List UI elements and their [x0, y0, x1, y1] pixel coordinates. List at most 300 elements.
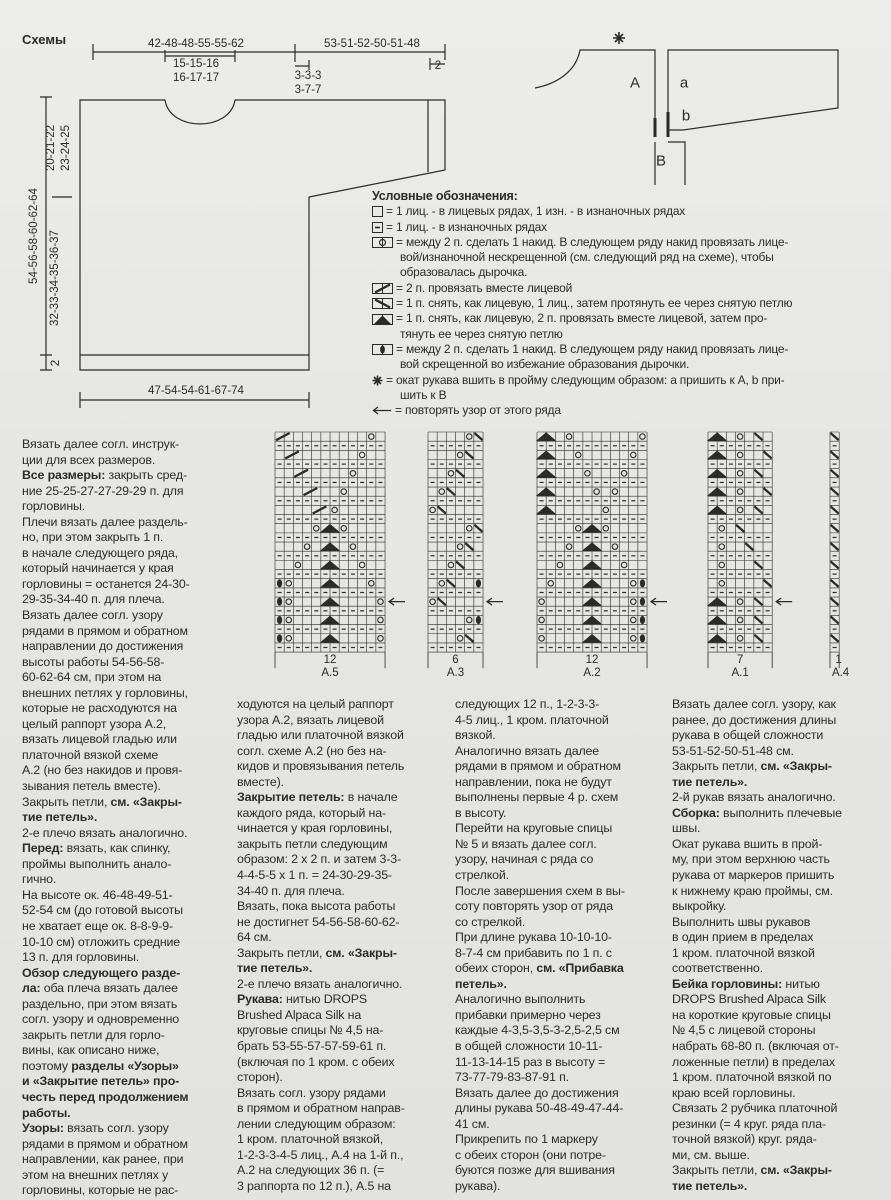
- chart-mark-yarn-over: [369, 581, 375, 587]
- chart-label: A.4: [831, 667, 850, 680]
- legend-text: = 1 п. снять, как лицевую, 2 п. провязать вместе лицевой, затем про-: [396, 311, 768, 326]
- legend-line: [372, 311, 792, 326]
- text-column-2: [237, 697, 405, 1195]
- chart-mark-yarn-over: [448, 562, 454, 568]
- bold-run: и «Закрытие петель» про-: [22, 1074, 180, 1089]
- text-run: нитью: [782, 976, 820, 991]
- chart-mark-yarn-over: [621, 562, 627, 568]
- chart-mark-ssk: [831, 616, 839, 623]
- text-line: но, при этом закрыть 1 п.: [22, 530, 164, 545]
- chart-mark-ssk: [831, 433, 839, 440]
- text-line: выполнены первые 4 р. схем: [455, 790, 619, 805]
- purl-dash-icon: [372, 222, 383, 233]
- chart-mark-yarn-over: [286, 599, 292, 605]
- chart-mark-yarn-over: [737, 452, 743, 458]
- chart-mark-ssk: [831, 470, 839, 477]
- chart-mark-ssk: [438, 598, 446, 605]
- legend-text: = повторять узор от этого ряда: [395, 403, 561, 418]
- text-run: Закрыть петли,: [237, 945, 326, 960]
- chart-mark-yarn-over: [603, 526, 609, 532]
- text-line: 2-е плечо вязать аналогично.: [22, 825, 188, 840]
- repeat-arrow-icon: [776, 598, 792, 605]
- text-line: [22, 841, 190, 857]
- chart-mark-yarn-over: [640, 434, 646, 440]
- chart-mark-twisted-yarn-over: [278, 580, 282, 587]
- text-line: согл. узору и одновременно: [22, 1012, 180, 1027]
- text-line: согл. схеме А.2 (но без на-: [237, 743, 387, 758]
- legend-text: = между 2 п. сделать 1 накид. В следующем ряду накид провязать лице-: [396, 234, 789, 249]
- text-run: выполнить плечевые: [719, 805, 842, 820]
- text-line: 60-62-64 см, при этом на: [22, 670, 162, 685]
- text-line: (включая по 1 кром. с обеих: [237, 1054, 395, 1069]
- star-icon: [613, 32, 625, 44]
- text-line: 34-40 п. для плеча.: [237, 883, 345, 898]
- chart-mark-yarn-over: [594, 489, 600, 495]
- chart-mark-twisted-yarn-over: [476, 617, 480, 624]
- armhole-label-2: 23-24-25: [60, 124, 72, 172]
- chart-mark-ssk: [456, 561, 464, 568]
- chart-mark-ssk: [447, 580, 455, 587]
- text-line: рукава в общей сложности: [672, 728, 824, 743]
- legend-line: [372, 388, 792, 403]
- chart-mark-ssk: [754, 635, 762, 642]
- text-line: Окат рукава вшить в прой-: [672, 836, 823, 851]
- text-line: в высоту.: [455, 805, 507, 820]
- neck-width-label-2: 16-17-17: [172, 72, 220, 84]
- chart-mark-sk2p: [583, 616, 600, 623]
- chart-mark-ssk: [831, 451, 839, 458]
- chart-mark-ssk: [754, 470, 762, 477]
- text-line: А.2 на следующих 36 п. (=: [237, 1163, 385, 1178]
- text-run: вязать согл. узору: [63, 1121, 169, 1136]
- text-line: каждого ряда, который на-: [237, 805, 386, 820]
- chart-mark-k2tog: [285, 451, 299, 458]
- chart-mark-ssk: [474, 433, 482, 440]
- armhole-bottom-label: B: [655, 152, 667, 170]
- text-line: не достигнет 54-56-58-60-62-: [237, 914, 400, 929]
- text-line: ходуются на целый раппорт: [237, 697, 394, 711]
- text-column-1: [22, 437, 190, 1199]
- legend-line: [372, 327, 792, 342]
- chart-mark-sk2p: [709, 598, 726, 605]
- chart-stitch-count: 7: [736, 654, 744, 667]
- text-line: 29-35-34-40 п. для плеча.: [22, 592, 165, 607]
- legend-line: [372, 296, 792, 311]
- chart-mark-sk2p: [321, 561, 338, 568]
- text-line: к нижнему краю проймы, см.: [672, 883, 833, 898]
- chart-mark-ssk: [831, 543, 839, 550]
- chart-mark-yarn-over: [378, 636, 384, 642]
- text-line: платочной вязкой схеме: [22, 747, 159, 762]
- chart-mark-yarn-over: [631, 599, 637, 605]
- chart-mark-yarn-over: [566, 544, 572, 550]
- text-line: Связать 2 рубчика платочной: [672, 1101, 838, 1116]
- chart-mark-ssk: [754, 506, 762, 513]
- chart-stitch-count: 12: [585, 654, 599, 667]
- text-line: вместе).: [237, 774, 284, 789]
- text-line: [672, 1179, 842, 1195]
- chart-mark-twisted-yarn-over: [640, 617, 644, 624]
- text-line: DROPS Brushed Alpaca Silk: [672, 992, 826, 1007]
- text-run: вязать, как спинку,: [63, 841, 171, 856]
- text-line: ми, см. выше.: [672, 1147, 750, 1162]
- text-line: вины, как описано ниже,: [22, 1043, 160, 1058]
- chart-mark-yarn-over: [576, 526, 582, 532]
- text-line: 41 см.: [455, 1116, 490, 1131]
- chart-mark-yarn-over: [566, 434, 572, 440]
- legend-line: [372, 235, 792, 250]
- chart-mark-ssk: [465, 543, 473, 550]
- chart-mark-yarn-over: [314, 526, 320, 532]
- chart-mark-sk2p: [583, 580, 600, 587]
- chart-mark-yarn-over: [378, 617, 384, 623]
- text-line: прибавки примерно через: [455, 1007, 601, 1022]
- text-run: нитью DROPS: [282, 992, 368, 1007]
- text-line: [22, 966, 190, 982]
- sleeve-length-label: 53-51-52-50-51-48: [324, 38, 420, 50]
- arrow-icon: [372, 405, 392, 416]
- chart-mark-yarn-over: [448, 471, 454, 477]
- text-line: [237, 992, 405, 1008]
- bold-run: Закрытие петель:: [237, 790, 345, 805]
- chart-mark-yarn-over: [467, 617, 473, 623]
- chart-mark-yarn-over: [631, 452, 637, 458]
- text-line: гично.: [22, 872, 57, 887]
- text-line: гладью или платочной вязкой: [237, 728, 404, 743]
- text-line: проймы выполнить анало-: [22, 856, 172, 871]
- text-line: в один прием в пределах: [672, 930, 814, 945]
- chart-mark-yarn-over: [286, 636, 292, 642]
- bold-run: ла:: [22, 981, 41, 996]
- chart-mark-yarn-over: [737, 489, 743, 495]
- yarn-over-icon: [372, 237, 393, 248]
- chart-mark-k2tog: [313, 506, 327, 513]
- legend-line: [372, 281, 792, 296]
- bold-run: петель».: [455, 976, 507, 991]
- text-line: рядами в прямом и обратном: [22, 623, 188, 638]
- text-line: [22, 1090, 190, 1106]
- chart-mark-yarn-over: [631, 581, 637, 587]
- legend-line: [372, 403, 792, 418]
- bold-run: Сборка:: [672, 805, 720, 820]
- bold-run: честь перед продолжением: [22, 1089, 189, 1104]
- text-line: направлении до достижения: [22, 639, 184, 654]
- legend-text: вой/изнаночной нескрещенной (см. следующий ряд на схеме), чтобы: [400, 250, 774, 265]
- chart-mark-sk2p: [583, 525, 600, 532]
- legend: [372, 189, 792, 418]
- text-line: круговые спицы № 4,5 на-: [237, 1023, 384, 1038]
- text-line: Вязать согл. узору рядами: [237, 1085, 386, 1100]
- chart-mark-yarn-over: [557, 562, 563, 568]
- text-line: При длине рукава 10-10-10-: [455, 930, 612, 945]
- text-line: зывания петель вместе).: [22, 779, 161, 794]
- chart-mark-yarn-over: [631, 636, 637, 642]
- chart-mark-yarn-over: [719, 581, 725, 587]
- text-line: ранее, до достижения длины: [672, 712, 837, 727]
- text-run: Закрыть петли,: [672, 759, 761, 774]
- chart-mark-yarn-over: [341, 489, 347, 495]
- text-line: рядами в прямом и обратном: [455, 759, 621, 774]
- armhole-point-label: A: [629, 74, 641, 92]
- chart-mark-sk2p: [321, 543, 338, 550]
- legend-text: тянуть ее через снятую петлю: [400, 326, 563, 341]
- chart-mark-sk2p: [709, 451, 726, 458]
- text-line: 3 раппорта по 12 п.), А.5 на: [237, 1178, 391, 1193]
- text-line: резинки (= 4 круг. ряда пла-: [672, 1116, 826, 1131]
- chart-mark-sk2p: [709, 635, 726, 642]
- text-column-3: [455, 697, 625, 1195]
- text-line: Вязать, пока высота работы: [237, 899, 396, 914]
- text-line: Аналогично выполнить: [455, 992, 586, 1007]
- sleeve-cap-outline: [668, 50, 838, 137]
- chart-mark-sk2p: [583, 598, 600, 605]
- chart-mark-yarn-over: [576, 452, 582, 458]
- text-line: Вязать далее согл. инструк-: [22, 437, 179, 451]
- text-line: не хватает еще ок. 8-8-9-9-: [22, 918, 173, 933]
- chart-mark-twisted-yarn-over: [278, 598, 282, 605]
- sk2po-icon: [372, 314, 393, 325]
- legend-line: [372, 204, 792, 219]
- bold-run: см. «Закры-: [760, 1163, 832, 1178]
- chart-mark-sk2p: [583, 543, 600, 550]
- text-line: горловины = останется 24-30-: [22, 576, 190, 591]
- text-line: 2-й рукав вязать аналогично.: [672, 790, 836, 805]
- text-line: 10-10 см) отложить средние: [22, 934, 181, 949]
- text-line: образом: 2 x 2 п. и затем 3-3-: [237, 852, 401, 867]
- legend-text: = 1 лиц. - в изнаночных рядах: [386, 219, 547, 234]
- chart-mark-yarn-over: [719, 544, 725, 550]
- text-line: Прикрепить по 1 маркеру: [455, 1132, 598, 1147]
- shoulder-label-2: 3-7-7: [294, 84, 322, 96]
- text-line: который начинается у края: [22, 561, 174, 576]
- text-line: Выполнить швы рукавов: [672, 914, 811, 929]
- seam-marker: [655, 112, 668, 137]
- chart-mark-yarn-over: [539, 617, 545, 623]
- text-line: А.2 (но без накидов и провя-: [22, 763, 183, 778]
- text-line: 11-13-14-15 раз в высоту =: [455, 1054, 606, 1069]
- text-line: направлении, пока не будут: [455, 774, 612, 789]
- text-line: закрыть петли для горло-: [22, 1027, 165, 1042]
- text-line: на короткие круговые спицы: [672, 1007, 831, 1022]
- text-line: в общей сложности 10-11-: [455, 1039, 603, 1054]
- bold-run: тие петель».: [672, 1178, 748, 1193]
- repeat-arrow-icon: [389, 598, 405, 605]
- text-line: брать 53-55-57-57-59-61 п.: [237, 1039, 387, 1054]
- text-line: чинается у края горловины,: [237, 821, 393, 836]
- chart-mark-sk2p: [709, 433, 726, 440]
- bold-run: см. «Прибавка: [536, 961, 624, 976]
- chart-mark-yarn-over: [737, 471, 743, 477]
- chart-mark-sk2p: [538, 470, 555, 477]
- chart-label: A.5: [321, 667, 339, 680]
- armhole-outline: [535, 50, 655, 137]
- text-line: выкройку.: [672, 899, 727, 914]
- text-line: Перейти на круговые спицы: [455, 821, 613, 836]
- text-line: [672, 977, 842, 993]
- text-run: в начале: [344, 790, 398, 805]
- bold-run: Узоры:: [22, 1121, 64, 1136]
- chart-mark-yarn-over: [332, 507, 338, 513]
- text-line: соту повторять узор от ряда: [455, 899, 614, 914]
- chart-mark-sk2p: [321, 580, 338, 587]
- chart-mark-yarn-over: [737, 507, 743, 513]
- chart-mark-sk2p: [583, 635, 600, 642]
- text-line: ции для всех размеров.: [22, 452, 156, 467]
- chart-mark-sk2p: [321, 616, 338, 623]
- bold-run: Бейка горловины:: [672, 976, 783, 991]
- text-line: каждые 4-3,5-3,5-3-2,5-2,5 см: [455, 1023, 620, 1038]
- chart-mark-ssk: [764, 451, 772, 458]
- chart-mark-yarn-over: [467, 434, 473, 440]
- chart-stitch-count: 12: [323, 654, 337, 667]
- legend-line: [372, 357, 792, 372]
- chart-mark-twisted-yarn-over: [640, 580, 644, 587]
- text-line: этом на внешних петлях у: [22, 1167, 169, 1182]
- legend-text: = 1 лиц. - в лицевых рядах, 1 изн. - в изнаночных рядах: [386, 204, 686, 219]
- text-line: в прямом и обратном направ-: [237, 1101, 405, 1116]
- chart-label: A.2: [583, 667, 601, 680]
- chart-mark-yarn-over: [359, 562, 365, 568]
- text-line: [455, 977, 625, 993]
- chart-mark-ssk: [764, 488, 772, 495]
- chart-mark-yarn-over: [430, 599, 436, 605]
- chart-mark-yarn-over: [737, 599, 743, 605]
- star-icon: [372, 375, 383, 386]
- text-line: № 5 и вязать далее согл.: [455, 836, 597, 851]
- chart-mark-ssk: [831, 598, 839, 605]
- text-run: Закрыть петли,: [672, 1163, 761, 1178]
- text-line: горловины.: [22, 499, 86, 514]
- chart-mark-ssk: [831, 506, 839, 513]
- legend-text: = 2 п. провязать вместе лицевой: [396, 280, 573, 295]
- text-line: Вязать далее согл. узору: [22, 608, 163, 623]
- chart-stitch-count: 6: [452, 654, 459, 667]
- legend-line: [372, 250, 792, 265]
- text-line: узора А.2, вязать лицевой: [237, 712, 384, 727]
- chart-mark-ssk: [764, 580, 772, 587]
- chart-mark-yarn-over: [295, 562, 301, 568]
- chart-mark-yarn-over: [539, 599, 545, 605]
- cuff-label: 2: [434, 60, 442, 72]
- bold-run: тие петель».: [22, 810, 98, 825]
- chart-mark-yarn-over: [621, 471, 627, 477]
- text-line: 73-77-79-83-87-91 п.: [455, 1070, 569, 1085]
- legend-text: образовалась дырочка.: [400, 265, 528, 280]
- chart-mark-twisted-yarn-over: [640, 598, 644, 605]
- chart-mark-yarn-over: [430, 507, 436, 513]
- chart-mark-twisted-yarn-over: [278, 617, 282, 624]
- text-line: стрелкой.: [455, 868, 509, 883]
- text-line: [237, 961, 405, 977]
- text-line: [22, 1106, 190, 1122]
- chart-mark-yarn-over: [350, 544, 356, 550]
- chart-mark-yarn-over: [631, 617, 637, 623]
- bold-run: см. «Закры-: [110, 794, 182, 809]
- text-line: со стрелкой.: [455, 914, 526, 929]
- chart-mark-sk2p: [709, 616, 726, 623]
- chart-mark-sk2p: [321, 598, 338, 605]
- text-line: [22, 1074, 190, 1090]
- text-line: [237, 790, 405, 806]
- text-line: [22, 795, 190, 811]
- legend-text: шить к В: [400, 387, 447, 402]
- text-run: оба плеча вязать далее: [40, 981, 178, 996]
- chart-mark-ssk: [754, 561, 762, 568]
- chart-mark-sk2p: [538, 506, 555, 513]
- chart-mark-yarn-over: [378, 599, 384, 605]
- chart-mark-k2tog: [304, 488, 318, 495]
- text-line: [22, 1059, 190, 1075]
- chart-mark-yarn-over: [457, 452, 463, 458]
- text-line: вязать лицевой гладью или: [22, 732, 177, 747]
- text-run: обеих сторон,: [455, 961, 537, 976]
- text-line: 1 кром. платочной вязкой,: [237, 1132, 384, 1147]
- shoulder-label-1: 3-3-3: [294, 70, 322, 82]
- body-width-top-label: 42-48-48-55-55-62: [148, 38, 244, 50]
- chart-mark-yarn-over: [439, 489, 445, 495]
- text-line: раздельно, при этом вязать: [22, 996, 178, 1011]
- chart-mark-ssk: [754, 616, 762, 623]
- chart-mark-sk2p: [583, 561, 600, 568]
- chart-mark-twisted-yarn-over: [476, 580, 480, 587]
- chart-mark-ssk: [831, 580, 839, 587]
- chart-mark-ssk: [754, 598, 762, 605]
- text-line: соответственно.: [672, 961, 763, 976]
- chart-mark-yarn-over: [719, 562, 725, 568]
- text-line: закрыть петли следующим: [237, 836, 388, 851]
- text-line: направлении, как ранее, при: [22, 1152, 184, 1167]
- text-line: 52-54 см (до готовой высоты: [22, 903, 183, 918]
- text-line: ние 25-25-27-27-29-29 п. для: [22, 483, 184, 498]
- bold-run: Перед:: [22, 841, 64, 856]
- text-line: рукава).: [455, 1178, 501, 1193]
- bold-run: работы.: [22, 1105, 71, 1120]
- legend-text: = окат рукава вшить в пройму следующим образом: а пришить к А, b при-: [386, 372, 785, 387]
- chart-mark-sk2p: [709, 506, 726, 513]
- legend-line: [372, 220, 792, 235]
- chart-mark-ssk: [447, 488, 455, 495]
- text-line: [672, 806, 842, 822]
- k2tog-icon: [372, 283, 393, 294]
- chart-mark-yarn-over: [439, 581, 445, 587]
- text-line: целый раппорт узора А.2,: [22, 716, 167, 731]
- repeat-arrow-icon: [651, 598, 667, 605]
- side-length-label: 32-33-34-35-36-37: [49, 230, 61, 326]
- neck-width-label-1: 15-15-16: [172, 58, 220, 70]
- chart-mark-yarn-over: [286, 581, 292, 587]
- text-run: закрыть сред-: [105, 468, 187, 483]
- chart-mark-yarn-over: [304, 544, 310, 550]
- bold-run: см. «Закры-: [760, 759, 832, 774]
- chart-mark-yarn-over: [467, 526, 473, 532]
- bold-run: тие петель».: [237, 961, 313, 976]
- chart-grid-A.3: [428, 432, 483, 652]
- body-width-bottom-label: 47-54-54-61-67-74: [148, 385, 244, 397]
- text-line: 4-5 лиц., 1 кром. платочной: [455, 712, 609, 727]
- text-line: узору, начиная с ряда со: [455, 852, 594, 867]
- chart-mark-ssk: [831, 525, 839, 532]
- chart-mark-yarn-over: [612, 489, 618, 495]
- text-line: набрать 68-80 п. (включая от-: [672, 1039, 839, 1054]
- text-line: 13 п. для горловины.: [22, 950, 139, 965]
- total-length-label: 54-56-58-60-62-64: [28, 188, 40, 284]
- chart-mark-yarn-over: [539, 636, 545, 642]
- text-line: Brushed Alpaca Silk на: [237, 1007, 362, 1022]
- chart-mark-k2tog: [276, 433, 290, 440]
- bold-run: см. «Закры-: [325, 945, 397, 960]
- chart-label: A.3: [446, 667, 465, 680]
- chart-mark-yarn-over: [603, 507, 609, 513]
